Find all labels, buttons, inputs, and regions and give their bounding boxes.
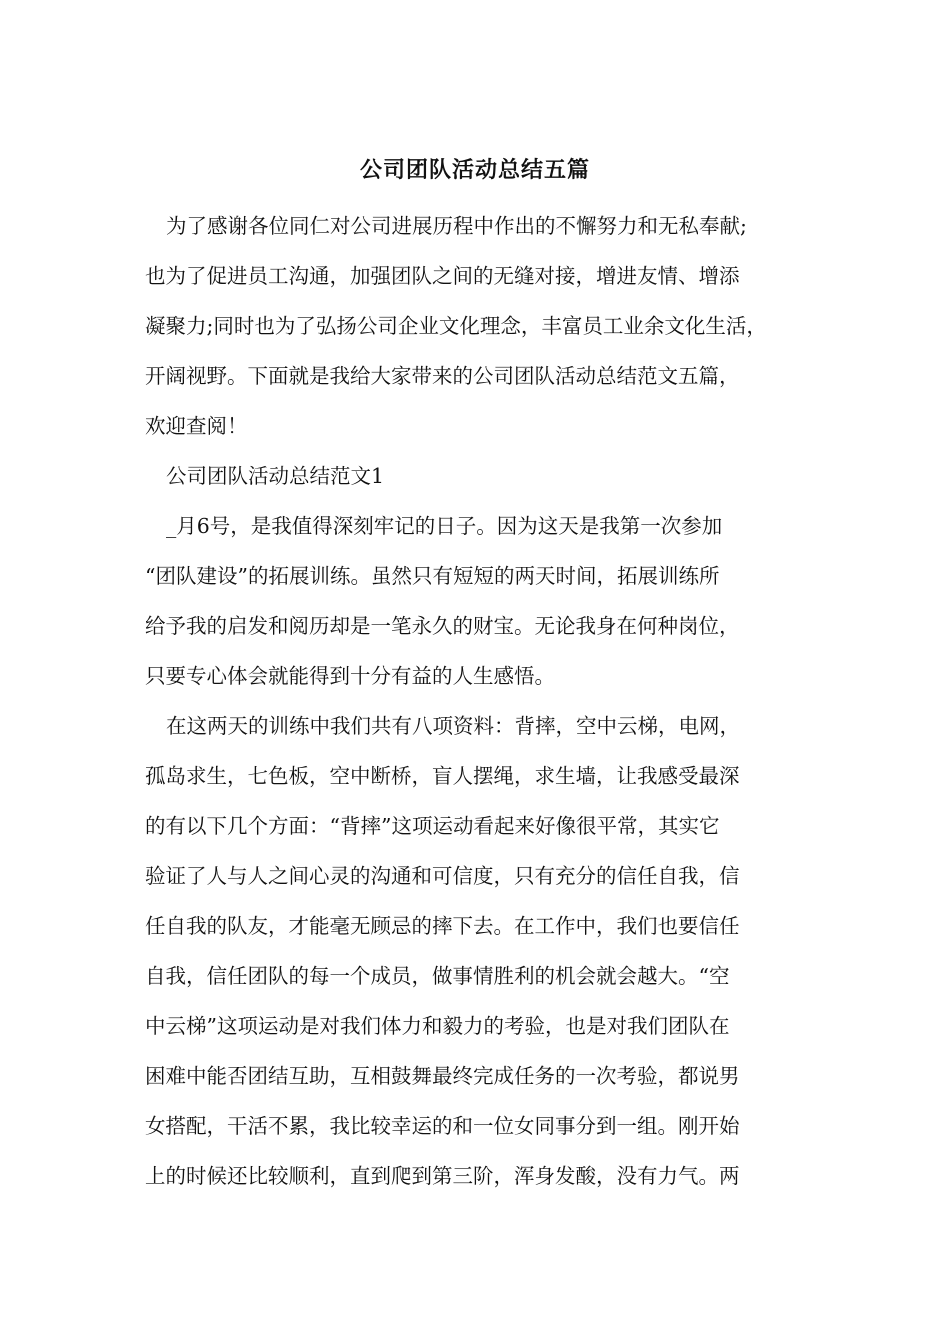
paragraph-1 xyxy=(145,501,815,701)
text-line: 的有以下几个方面：“背摔”这项运动看起来好像很平常，其实它 xyxy=(145,814,720,838)
document-body xyxy=(145,201,815,1201)
text-line: 困难中能否团结互助，互相鼓舞最终完成任务的一次考验，都说男 xyxy=(145,1064,740,1088)
text-line: 只要专心体会就能得到十分有益的人生感悟。 xyxy=(145,664,555,688)
text-line: 也为了促进员工沟通，加强团队之间的无缝对接，增进友情、增添 xyxy=(145,264,740,288)
text-line: 任自我的队友，才能毫无顾忌的摔下去。在工作中，我们也要信任 xyxy=(145,914,740,938)
text-line: _月6号，是我值得深刻牢记的日子。因为这天是我第一次参加 xyxy=(166,514,723,538)
intro-paragraph xyxy=(145,201,815,451)
paragraph-2 xyxy=(145,701,815,1201)
document-title: 公司团队活动总结五篇 xyxy=(359,157,590,183)
text-line: “团队建设”的拓展训练。虽然只有短短的两天时间，拓展训练所 xyxy=(145,564,720,588)
text-line: 上的时候还比较顺利，直到爬到第三阶，浑身发酸，没有力气。两 xyxy=(145,1164,740,1188)
text-line: 孤岛求生，七色板，空中断桥，盲人摆绳，求生墙，让我感受最深 xyxy=(145,764,740,788)
text-line: 在这两天的训练中我们共有八项资料：背摔，空中云梯，电网， xyxy=(166,714,740,738)
text-line: 为了感谢各位同仁对公司进展历程中作出的不懈努力和无私奉献; xyxy=(166,214,747,238)
text-line: 自我，信任团队的每一个成员，做事情胜利的机会就会越大。“空 xyxy=(145,964,730,988)
text-line: 欢迎查阅！ xyxy=(145,414,248,438)
text-line: 开阔视野。下面就是我给大家带来的公司团队活动总结范文五篇， xyxy=(145,364,740,388)
text-line: 验证了人与人之间心灵的沟通和可信度，只有充分的信任自我，信 xyxy=(145,864,740,888)
text-line: 中云梯”这项运动是对我们体力和毅力的考验，也是对我们团队在 xyxy=(145,1014,730,1038)
section-heading: 公司团队活动总结范文1 xyxy=(166,464,385,488)
text-line: 给予我的启发和阅历却是一笔永久的财宝。无论我身在何种岗位， xyxy=(145,614,740,638)
text-line: 女搭配，干活不累，我比较幸运的和一位女同事分到一组。刚开始 xyxy=(145,1114,740,1138)
text-line: 凝聚力;同时也为了弘扬公司企业文化理念，丰富员工业余文化生活， xyxy=(145,314,767,338)
